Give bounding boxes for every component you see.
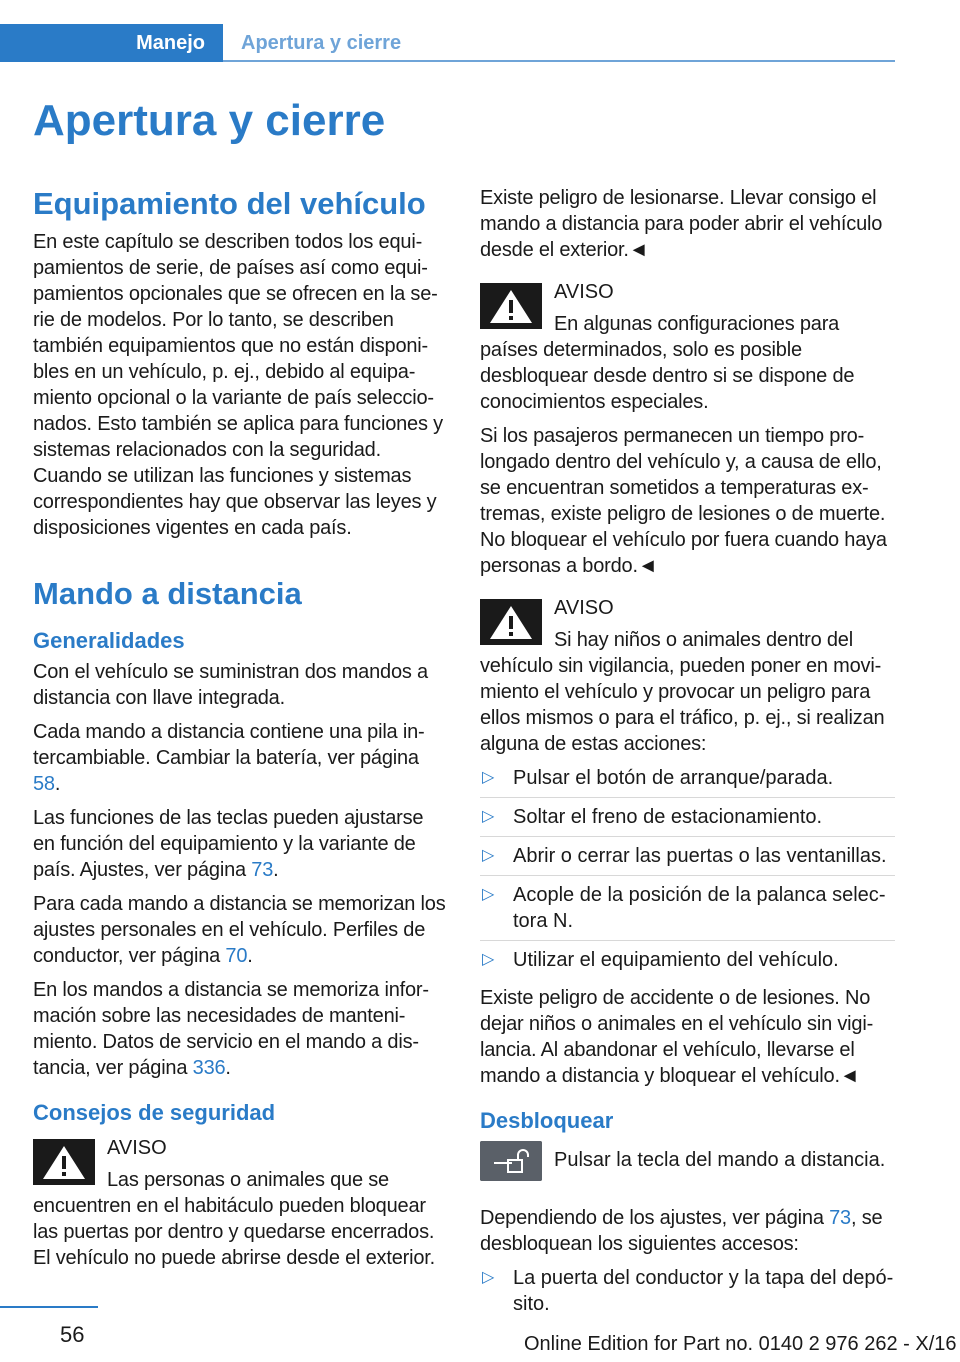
list-item-text: La puerta del conductor y la tapa del depósito. bbox=[513, 1267, 894, 1315]
page-link-73[interactable]: 73 bbox=[829, 1207, 851, 1229]
unlock-text: Pulsar la tecla del mando a distancia. bbox=[554, 1149, 886, 1171]
paragraph: Para cada mando a distancia se memorizan los ajustes personales en el vehículo. Perfiles de conductor, ver página 70. bbox=[33, 893, 446, 967]
paragraph: Existe peligro de lesionarse. Llevar consigo el mando a distancia para poder abrir el vehículo desde el exterior.◄ bbox=[480, 187, 883, 261]
list-item bbox=[480, 843, 895, 876]
equipment-heading: Equipamiento del vehículo bbox=[33, 186, 426, 221]
unlock-instruction bbox=[480, 1141, 895, 1189]
paragraph-text: , se desbloquean los siguientes accesos: bbox=[480, 1207, 883, 1255]
triangle-bullet-icon: ▷ bbox=[482, 1269, 495, 1286]
remote-heading: Mando a distancia bbox=[33, 576, 302, 611]
list-item-text: Soltar el freno de estacionamiento. bbox=[513, 806, 823, 828]
warning-block bbox=[480, 595, 895, 757]
paragraph: Si los pasajeros permanecen un tiempo prolongado dentro del vehículo y, a causa de ello, se encuentran sometidos a temperaturas extremas, existe peligro de lesiones o de muerte. No bloquear el vehículo por fuera cuando haya personas a bordo.◄ bbox=[480, 425, 887, 577]
paragraph-text: En los mandos a distancia se memoriza información sobre las necesidades de mantenimiento. Datos de servicio en el mando a distancia, ver página bbox=[33, 979, 430, 1079]
unlock-button-icon bbox=[480, 1141, 542, 1181]
list-item bbox=[480, 804, 895, 837]
safety-heading: Consejos de seguridad bbox=[33, 1100, 276, 1125]
paragraph bbox=[480, 1205, 895, 1257]
header-divider bbox=[223, 60, 895, 62]
list-item bbox=[480, 1265, 895, 1323]
warning-block bbox=[480, 279, 895, 415]
warning-icon bbox=[480, 283, 542, 329]
warning-text: Las personas o animales que se encuentren en el habitáculo pueden bloquear las puertas por dentro y quedarse encerrados. El vehículo no puede abrirse desde el exterior. bbox=[33, 1169, 435, 1269]
list-item-text: Pulsar el botón de arranque/parada. bbox=[513, 767, 834, 789]
warning-title: AVISO bbox=[107, 1137, 167, 1159]
triangle-bullet-icon: ▷ bbox=[482, 808, 495, 825]
paragraph-text: Dependiendo de los ajustes, ver página bbox=[480, 1207, 830, 1229]
triangle-bullet-icon: ▷ bbox=[482, 886, 495, 903]
warning-block bbox=[33, 1135, 448, 1271]
list-item bbox=[480, 765, 895, 798]
header-bar bbox=[0, 24, 895, 62]
warning-text: Si hay niños o animales dentro del vehículo sin vigilancia, pueden poner en movimiento el vehículo y provocar un peligro para ellos mismos o para el tráfico, p. ej., si realizan alguna de estas acciones: bbox=[480, 629, 885, 755]
paragraph: Las funciones de las teclas pueden ajustarse en función del equipamiento y la variante de país. Ajustes, ver página 73. bbox=[33, 807, 424, 881]
paragraph: Cada mando a distancia contiene una pila intercambiable. Cambiar la batería, ver página 58. bbox=[33, 721, 425, 795]
right-column bbox=[480, 185, 895, 1329]
page-link-336[interactable]: 336 bbox=[192, 1057, 226, 1079]
paragraph-text: Para cada mando a distancia se memorizan los ajustes personales en el vehículo. Perfiles de conductor, ver página bbox=[33, 893, 446, 967]
page-link-58[interactable]: 58 bbox=[33, 773, 55, 795]
warning-text: En algunas configuraciones para países determinados, solo es posible desbloquear desde dentro si se dispone de conocimientos especiales. bbox=[480, 313, 855, 413]
access-list bbox=[480, 1265, 895, 1323]
warning-icon bbox=[33, 1139, 95, 1185]
paragraph: Con el vehículo se suministran dos mandos a distancia con llave integrada. bbox=[33, 661, 428, 709]
paragraph: Existe peligro de accidente o de lesiones. No dejar niños o animales en el vehículo sin vigilancia. Al abandonar el vehículo, llevarse el mando a distancia y bloquear el vehículo.◄ bbox=[480, 987, 874, 1087]
list-item-text: Utilizar el equipamiento del vehículo. bbox=[513, 949, 839, 971]
list-item bbox=[480, 947, 895, 979]
tab-apertura-y-cierre[interactable]: Apertura y cierre bbox=[241, 32, 402, 54]
equipment-text: En este capítulo se describen todos los equipamientos de serie, de países así como equipamientos opcionales que se ofrecen en la serie de modelos. Por lo tanto, se describen también equipamientos que no están disponibles en un vehículo, p. ej., debido al equipamiento opcional o la variante de país seleccionados. Esto también se aplica para funciones y sistemas relacionados con la seguridad. Cuando se utilizan las funciones y sistemas correspondientes hay que observar las leyes y disposiciones vigentes en cada país. bbox=[33, 231, 443, 539]
action-list bbox=[480, 765, 895, 979]
general-heading: Generalidades bbox=[33, 628, 185, 653]
list-item bbox=[480, 882, 895, 941]
paragraph: En los mandos a distancia se memoriza información sobre las necesidades de mantenimiento. Datos de servicio en el mando a distancia, ver página 336. bbox=[33, 979, 430, 1079]
tab-manejo-label: Manejo bbox=[136, 32, 205, 54]
unlock-heading: Desbloquear bbox=[480, 1108, 614, 1133]
left-column bbox=[33, 185, 448, 1279]
triangle-bullet-icon: ▷ bbox=[482, 951, 495, 968]
footer-divider bbox=[0, 1306, 98, 1308]
page-title: Apertura y cierre bbox=[33, 96, 386, 145]
page-link-70[interactable]: 70 bbox=[225, 945, 248, 967]
page-number: 56 bbox=[60, 1322, 85, 1347]
list-item-text: Acople de la posición de la palanca selectora N. bbox=[513, 884, 886, 932]
page-link-73[interactable]: 73 bbox=[251, 859, 274, 881]
warning-title: AVISO bbox=[554, 597, 614, 619]
triangle-bullet-icon: ▷ bbox=[482, 847, 495, 864]
paragraph-text: Cada mando a distancia contiene una pila intercambiable. Cambiar la batería, ver página bbox=[33, 721, 425, 769]
warning-icon bbox=[480, 599, 542, 645]
warning-title: AVISO bbox=[554, 281, 614, 303]
edition-note: Online Edition for Part no. 0140 2 976 262 - X/16 bbox=[524, 1333, 957, 1355]
triangle-bullet-icon: ▷ bbox=[482, 769, 495, 786]
tab-manejo[interactable] bbox=[0, 24, 223, 62]
list-item-text: Abrir o cerrar las puertas o las ventanillas. bbox=[513, 845, 887, 867]
paragraph-text: Las funciones de las teclas pueden ajustarse en función del equipamiento y la variante de país. Ajustes, ver página bbox=[33, 807, 424, 881]
